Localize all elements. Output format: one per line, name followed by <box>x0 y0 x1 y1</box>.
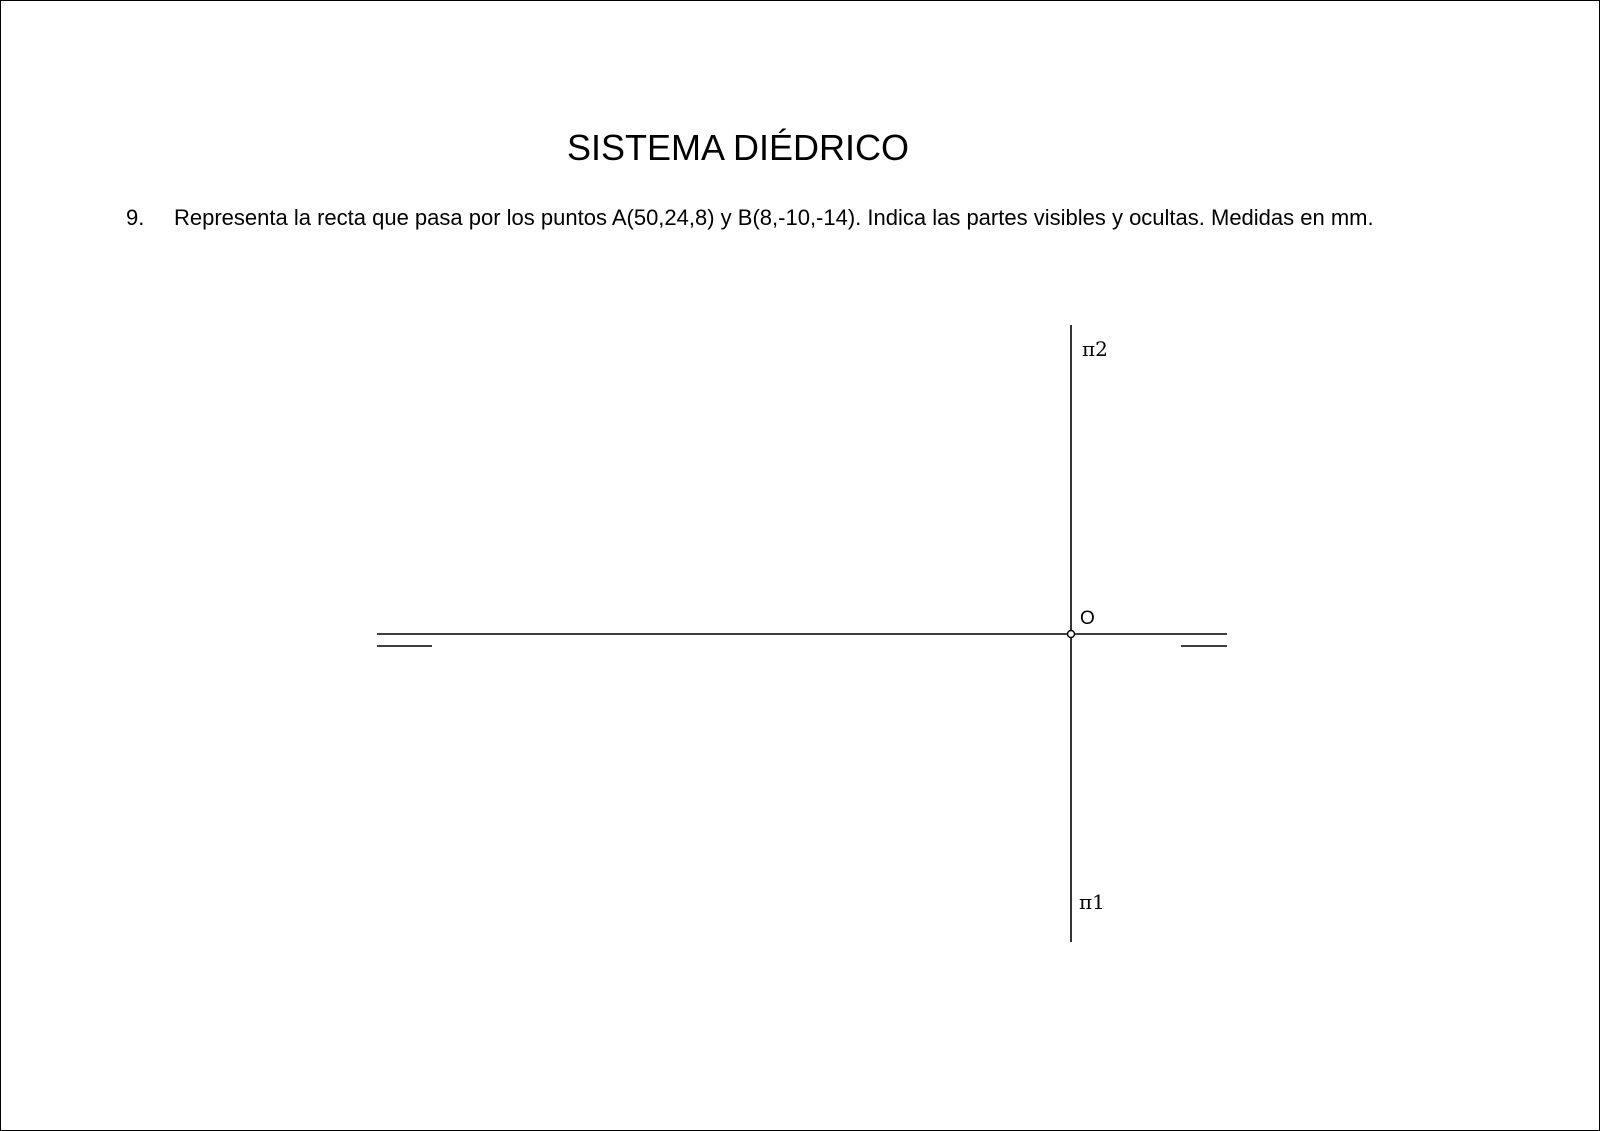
origin-point <box>1068 631 1075 638</box>
plane-horizontal-label: π1 <box>1079 890 1105 914</box>
page-title: SISTEMA DIÉDRICO <box>566 127 910 168</box>
exercise-statement: Representa la recta que pasa por los puntos A(50,24,8) y B(8,-10,-14). Indica las partes visibles y ocultas. Medidas en mm. <box>174 205 1374 230</box>
plane-vertical-label: π2 <box>1082 337 1108 361</box>
exercise-number: 9. <box>126 205 145 230</box>
origin-label: O <box>1080 608 1095 629</box>
